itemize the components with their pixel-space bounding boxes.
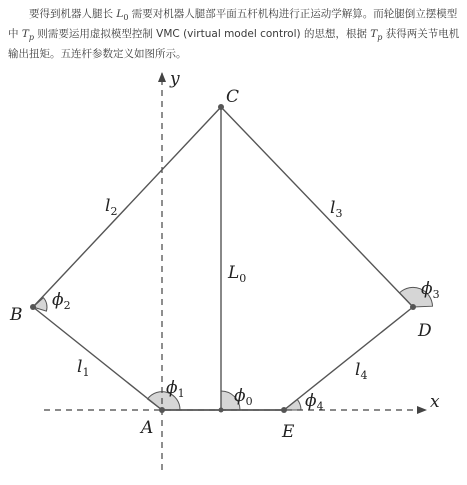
link-label-l2-sub: 2 [110, 205, 118, 218]
torque-symbol-1-sub: p [28, 33, 34, 43]
point-label-C: C [226, 87, 240, 107]
link-label-l4-sub: 4 [360, 369, 368, 382]
angle-label-phi4-sub: 4 [316, 400, 324, 413]
angle-label-phi1-sub: 1 [177, 387, 185, 400]
link-l4 [284, 307, 413, 410]
angle-label-phi4-main: ϕ [305, 391, 317, 411]
link-label-l3 [330, 198, 342, 220]
link-l1 [33, 307, 162, 410]
point-label-E: E [282, 422, 295, 442]
joint-C [218, 104, 224, 110]
joint-B [30, 304, 36, 310]
angle-label-phi2-main: ϕ [52, 290, 64, 310]
leg-length-symbol-sub: 0 [123, 13, 129, 23]
angle-label-phi0 [234, 386, 253, 408]
link-label-l3-main: l [330, 198, 336, 218]
point-label-A: A [141, 418, 154, 438]
angle-label-phi3-sub: 3 [432, 288, 440, 301]
joint-A [159, 407, 165, 413]
intro-text-part-3: 则需要运用虚拟模型控制 VMC (virtual model control) 的思想，根据 [33, 28, 371, 41]
leg-label-L0-main: L [228, 263, 240, 283]
angle-label-phi0-main: ϕ [234, 386, 246, 406]
angle-label-phi1 [166, 378, 185, 400]
joint-L0-foot [219, 408, 224, 413]
link-label-l3-sub: 3 [335, 207, 343, 220]
intro-text-part-2: 需要对机器人腿部平面五杆机构进行正运动学解算。而轮腿倒立摆模型中 [8, 8, 458, 41]
angle-label-phi4 [305, 391, 324, 413]
intro-paragraph [8, 6, 460, 62]
link-label-l2 [105, 196, 117, 218]
angle-label-phi3 [421, 279, 440, 301]
torque-symbol-2 [370, 28, 383, 43]
link-label-l2-main: l [105, 196, 111, 216]
five-bar-linkage-figure [0, 56, 467, 485]
angle-label-phi1-main: ϕ [166, 378, 178, 398]
angle-label-phi2-sub: 2 [63, 299, 71, 312]
intro-text [8, 6, 460, 62]
torque-symbol-1-main: T [21, 28, 29, 41]
x-axis-label: x [430, 392, 440, 412]
torque-symbol-2-main: T [370, 28, 378, 41]
angle-label-phi0-sub: 0 [245, 395, 253, 408]
leg-length-symbol-main: L [116, 8, 124, 20]
leg-label-L0-sub: 0 [239, 272, 247, 285]
link-l2 [33, 107, 221, 307]
linkage-diagram-svg [0, 56, 467, 485]
torque-symbol-1 [21, 28, 34, 43]
intro-text-part-4: 获得两关节电机输出扭矩。五连杆参数定义如图所示。 [8, 28, 460, 61]
intro-text-part-1: 要得到机器人腿长 [29, 8, 117, 20]
angle-label-phi3-main: ϕ [421, 279, 433, 299]
link-label-l4-main: l [355, 360, 361, 380]
link-label-l1 [77, 357, 89, 379]
link-label-l4 [355, 360, 367, 382]
leg-length-symbol [116, 8, 129, 23]
link-l3 [221, 107, 413, 307]
point-label-B: B [10, 305, 23, 325]
link-label-l1-main: l [77, 357, 83, 377]
link-label-l1-sub: 1 [82, 366, 90, 379]
joint-D [410, 304, 416, 310]
angle-label-phi2 [52, 290, 71, 312]
point-label-D: D [418, 321, 432, 341]
joint-E [281, 407, 287, 413]
leg-label-L0 [227, 263, 246, 285]
torque-symbol-2-sub: p [377, 33, 383, 43]
y-axis-label: y [170, 69, 180, 89]
